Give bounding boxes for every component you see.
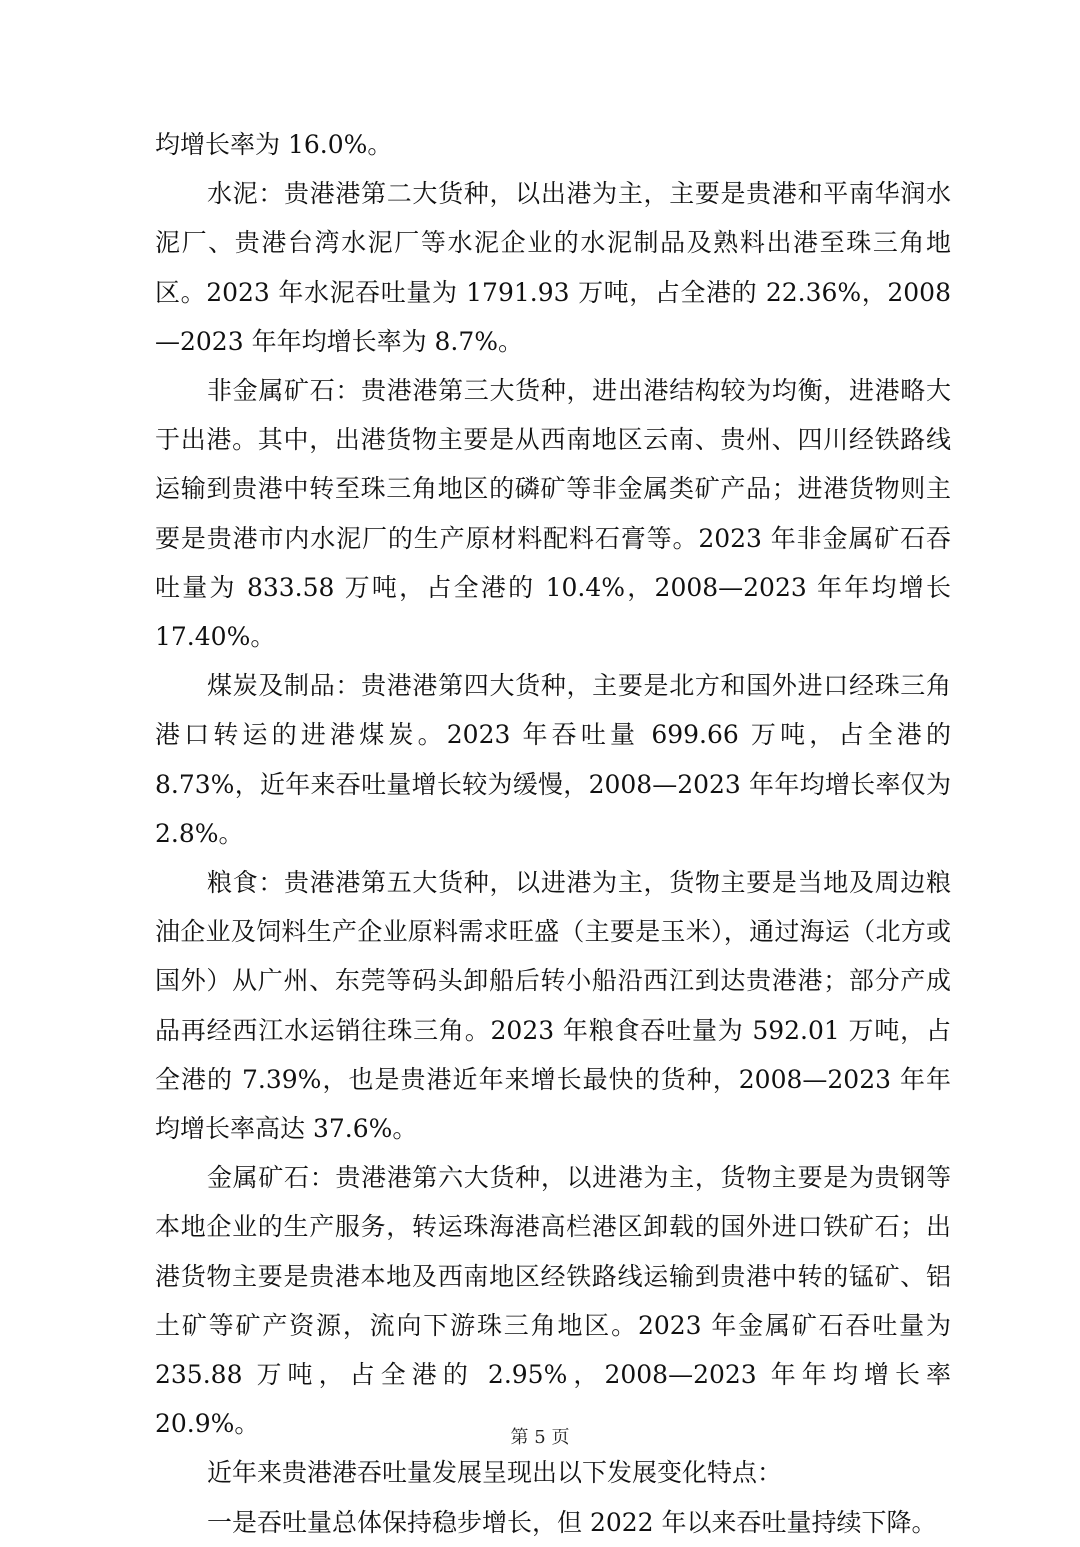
paragraph-trend-one: 一是吞吐量总体保持稳步增长，但 2022 年以来吞吐量持续下降。 (207, 1507, 937, 1537)
page-number: 第 5 页 (510, 1427, 570, 1448)
paragraph-coal: 煤炭及制品：贵港港第四大货种，主要是北方和国外进口经珠三角港口转运的进港煤炭。2023 年吞吐量 699.66 万吨，占全港的 8.73%，近年来吞吐量增长较为缓慢，2008—2023 年年均增长率仅为 2.8%。 (155, 671, 951, 848)
paragraph-trends-intro: 近年来贵港港吞吐量发展呈现出以下发展变化特点： (207, 1458, 783, 1488)
paragraph-grain: 粮食：贵港港第五大货种，以进港为主，货物主要是当地及周边粮油企业及饲料生产企业原料需求旺盛（主要是玉米），通过海运（北方或国外）从广州、东莞等码头卸船后转小船沿西江到达贵港港；部分产成品再经西江水运销往珠三角。2023 年粮食吞吐量为 592.01 万吨，占全港的 7.39%，也是贵港近年来增长最快的货种，2008—2023 年年均增长率高达 37.6%。 (155, 868, 951, 1144)
paragraph-nonmetal-ore: 非金属矿石：贵港港第三大货种，进出港结构较为均衡，进港略大于出港。其中，出港货物主要是从西南地区云南、贵州、四川经铁路线运输到贵港中转至珠三角地区的磷矿等非金属类矿产品；进港货物则主要是贵港市内水泥厂的生产原材料配料石膏等。2023 年非金属矿石吞吐量为 833.58 万吨，占全港的 10.4%，2008—2023 年年均增长 17.40%。 (155, 376, 951, 652)
paragraph-cement: 水泥：贵港港第二大货种，以出港为主，主要是贵港和平南华润水泥厂、贵港台湾水泥厂等水泥企业的水泥制品及熟料出港至珠三角地区。2023 年水泥吞吐量为 1791.93 万吨，占全港的 22.36%，2008—2023 年年均增长率为 8.7%。 (155, 179, 951, 356)
paragraph-metal-ore: 金属矿石：贵港港第六大货种，以进港为主，货物主要是为贵钢等本地企业的生产服务，转运珠海港高栏港区卸载的国外进口铁矿石；出港货物主要是贵港本地及西南地区经铁路线运输到贵港中转的锰矿、铝土矿等矿产资源，流向下游珠三角地区。2023 年金属矿石吞吐量为 235.88 万吨，占全港的 2.95%，2008—2023 年年均增长率 20.9%。 (155, 1163, 951, 1439)
paragraph-continuation: 均增长率为 16.0%。 (155, 130, 393, 159)
document-body (155, 120, 951, 1547)
